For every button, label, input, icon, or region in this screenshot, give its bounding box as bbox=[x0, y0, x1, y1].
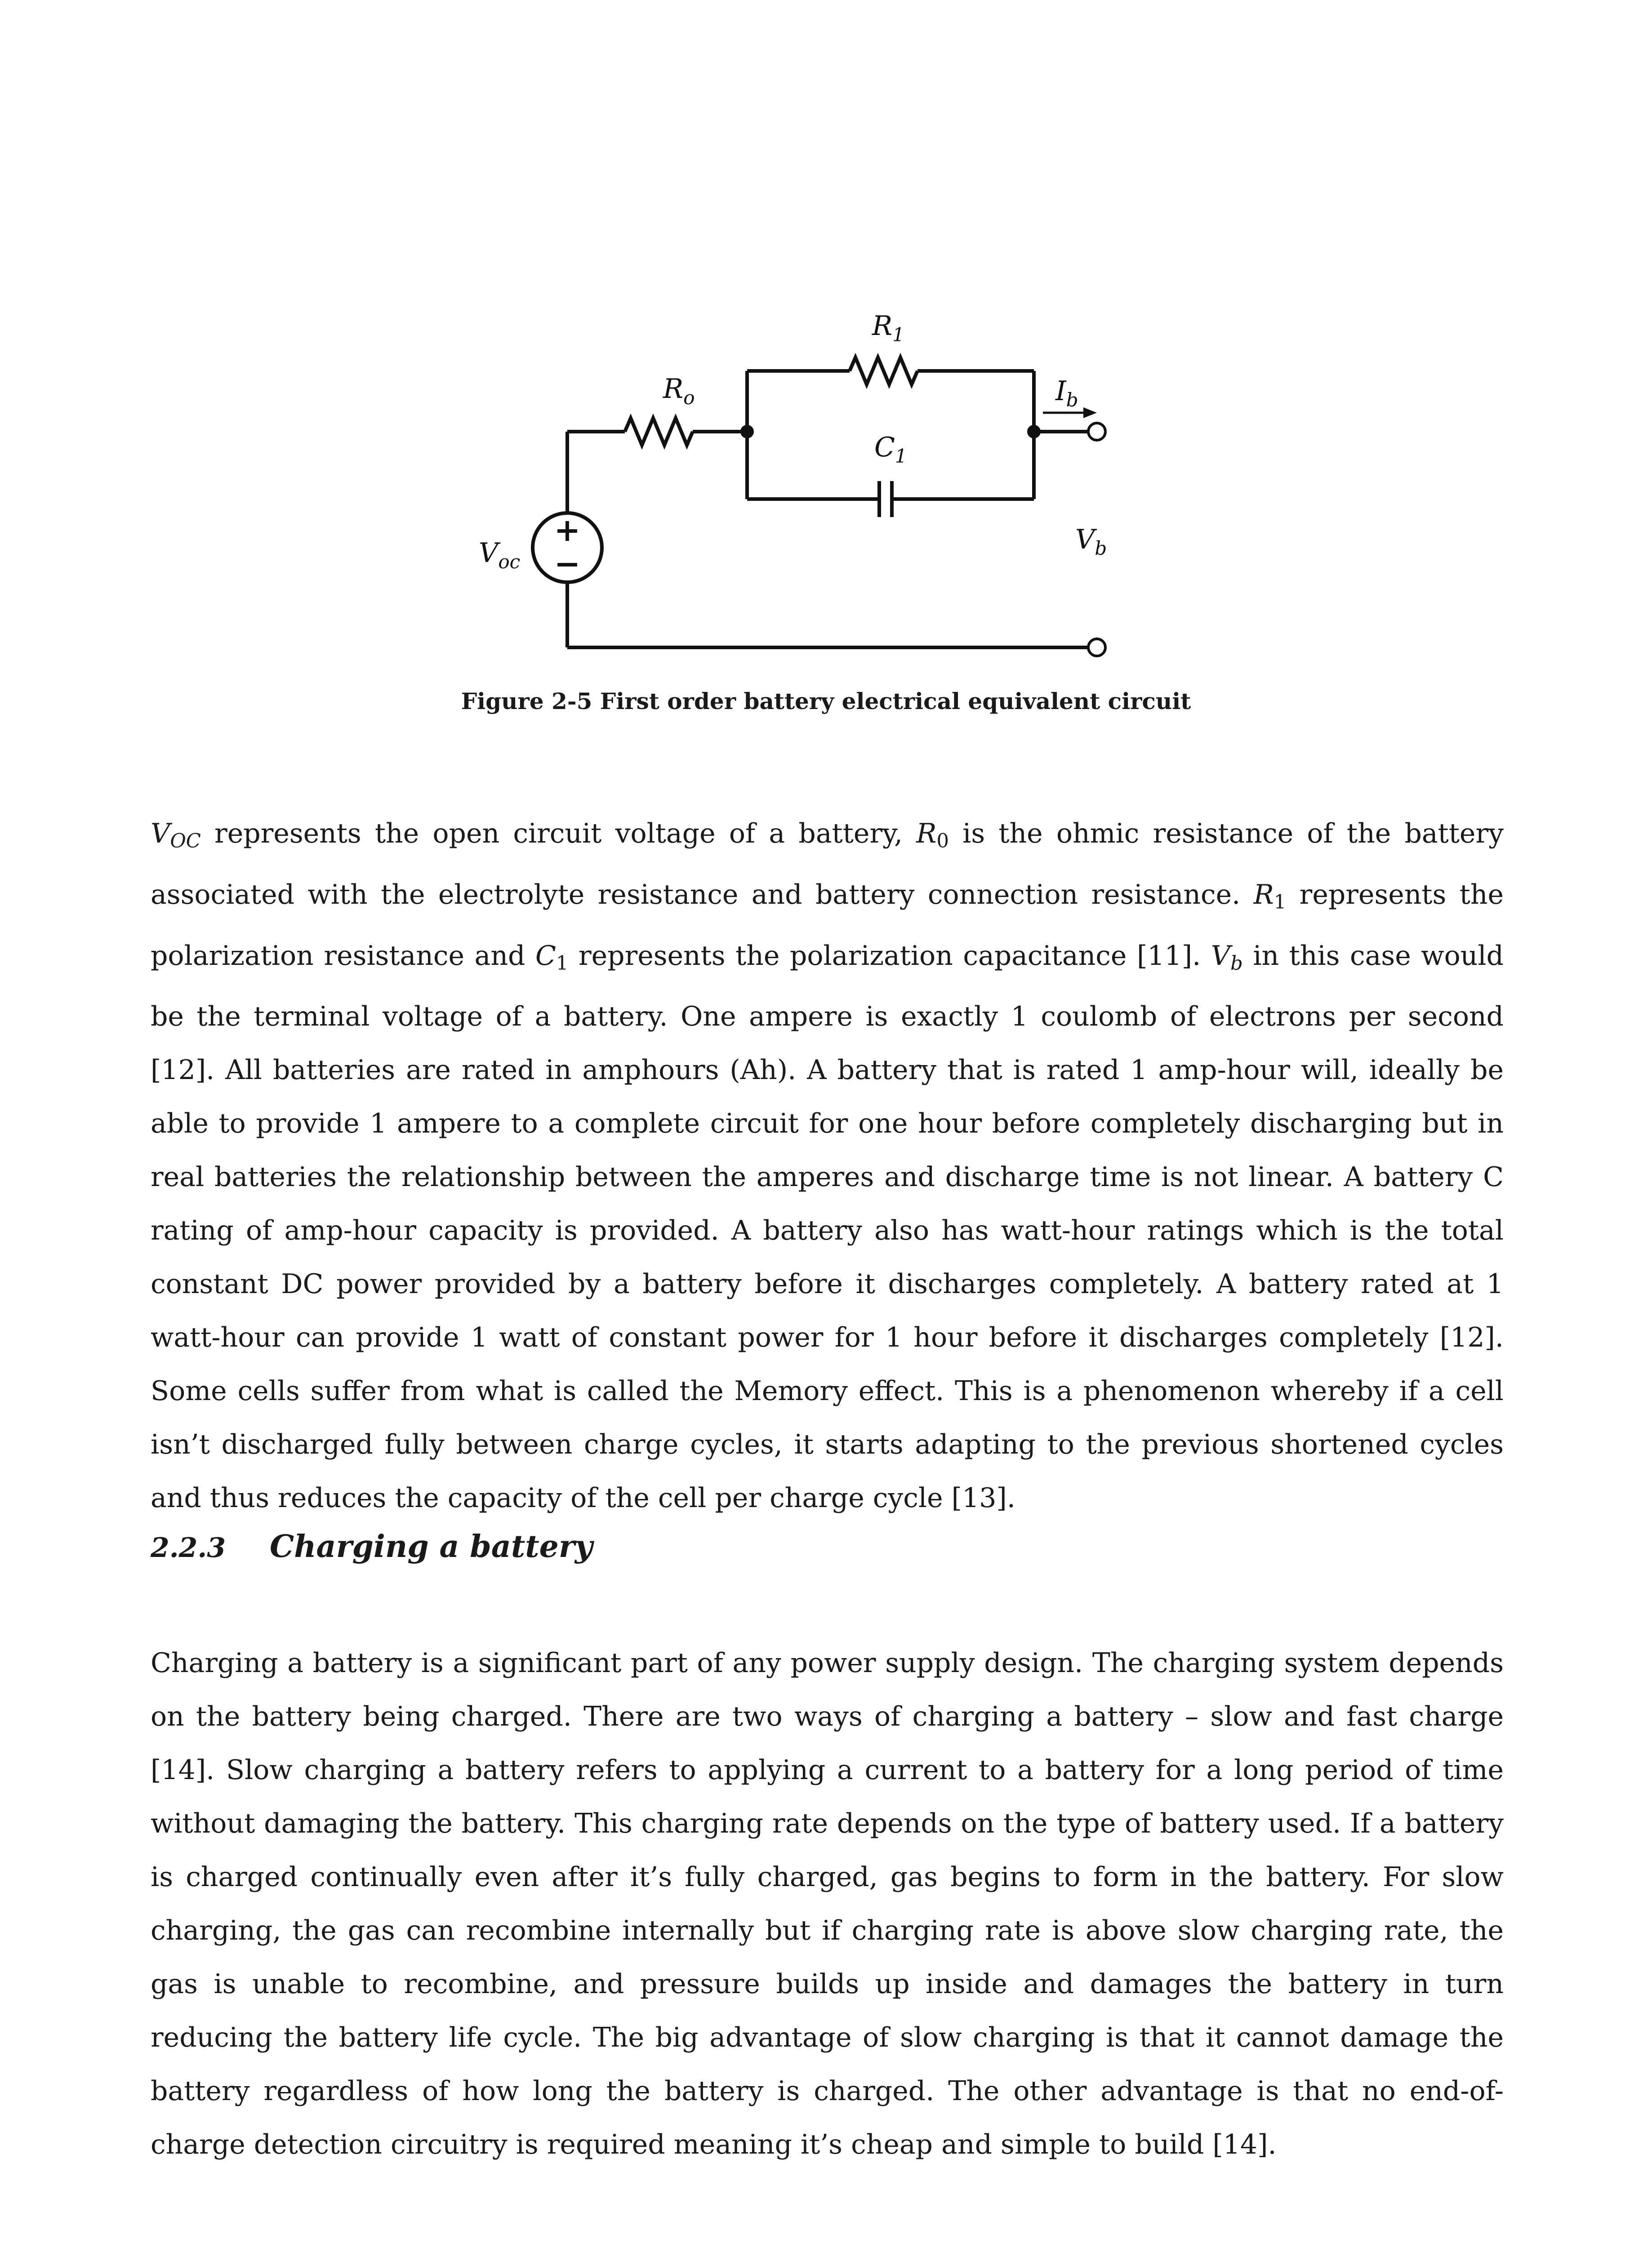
label-ib: $I_b$ bbox=[1055, 375, 1078, 411]
resistor-r1 bbox=[850, 357, 917, 384]
source-minus-sign: − bbox=[554, 545, 581, 582]
symbol-r1: $R_1$ bbox=[1253, 879, 1287, 914]
label-r1: $R_1$ bbox=[872, 310, 904, 346]
section-heading bbox=[151, 1524, 592, 1570]
battery-equivalent-circuit-diagram bbox=[450, 292, 1151, 674]
symbol-voc: $V_{OC}$ bbox=[151, 818, 201, 852]
section-title: Charging a battery bbox=[270, 1529, 593, 1565]
label-voc: $V_{oc}$ bbox=[479, 537, 521, 573]
label-vb: $V_b$ bbox=[1075, 524, 1107, 559]
figure-caption: Figure 2-5 First order battery electrical equivalent circuit bbox=[461, 688, 1191, 714]
symbol-r0: $R_0$ bbox=[916, 818, 949, 852]
section-number: 2.2.3 bbox=[151, 1532, 226, 1564]
symbol-vb: $V_b$ bbox=[1211, 940, 1243, 975]
terminal-top bbox=[1088, 423, 1105, 440]
terminal-bottom bbox=[1088, 639, 1105, 656]
junction-node-right bbox=[1027, 425, 1041, 438]
source-plus-sign: + bbox=[554, 511, 581, 549]
current-arrow-head bbox=[1083, 407, 1097, 418]
junction-node-left bbox=[740, 425, 754, 438]
body-paragraph-2: Charging a battery is a significant part of any power supply design. The charging system depends on the battery being charged. There are two ways of charging a battery – slow and fast charge [14]. Slow charging a battery refers to applying a current to a battery for a long period of time without damaging the battery. This charging rate depends on the type of battery used. If a battery is charged continually even after it’s fully charged, gas begins to form in the battery. For slow charging, the gas can recombine internally but if charging rate is above slow charging rate, the gas is unable to recombine, and pressure builds up inside and damages the battery in turn reducing the battery life cycle. The big advantage of slow charging is that it cannot damage the battery regardless of how long the battery is charged. The other advantage is that no end-of-charge detection circuitry is required meaning it’s cheap and simple to build [14]. bbox=[151, 1647, 1504, 2160]
label-c1: $C_1$ bbox=[874, 432, 907, 467]
symbol-c1: $C_1$ bbox=[535, 940, 569, 975]
resistor-ro bbox=[625, 418, 693, 445]
body-paragraph-1: $V_{OC}$ represents the open circuit voltage of a battery, $R_0$ is the ohmic resistance of the battery associated with the electrolyte resistance and battery connection resistance. $R_1$ represents the polarization resistance and $C_1$ represents the polarization capacitance [11]. $V_b$ in this case would be the terminal voltage of a battery. One ampere is exactly 1 coulomb of electrons per second [12]. All batteries are rated in amphours (Ah). A battery that is rated 1 amp-hour will, ideally be able to provide 1 ampere to a complete circuit for one hour before completely discharging but in real batteries the relationship between the amperes and discharge time is not linear. A battery C rating of amp-hour capacity is provided. A battery also has watt-hour ratings which is the total constant DC power provided by a battery before it discharges completely. A battery rated at 1 watt-hour can provide 1 watt of constant power for 1 hour before it discharges completely [12]. Some cells suffer from what is called the Memory effect. This is a phenomenon whereby if a cell isn’t discharged fully between charge cycles, it starts adapting to the previous shortened cycles and thus reduces the capacity of the cell per charge cycle [13]. bbox=[151, 818, 1504, 1514]
label-ro: $R_o$ bbox=[663, 373, 695, 409]
